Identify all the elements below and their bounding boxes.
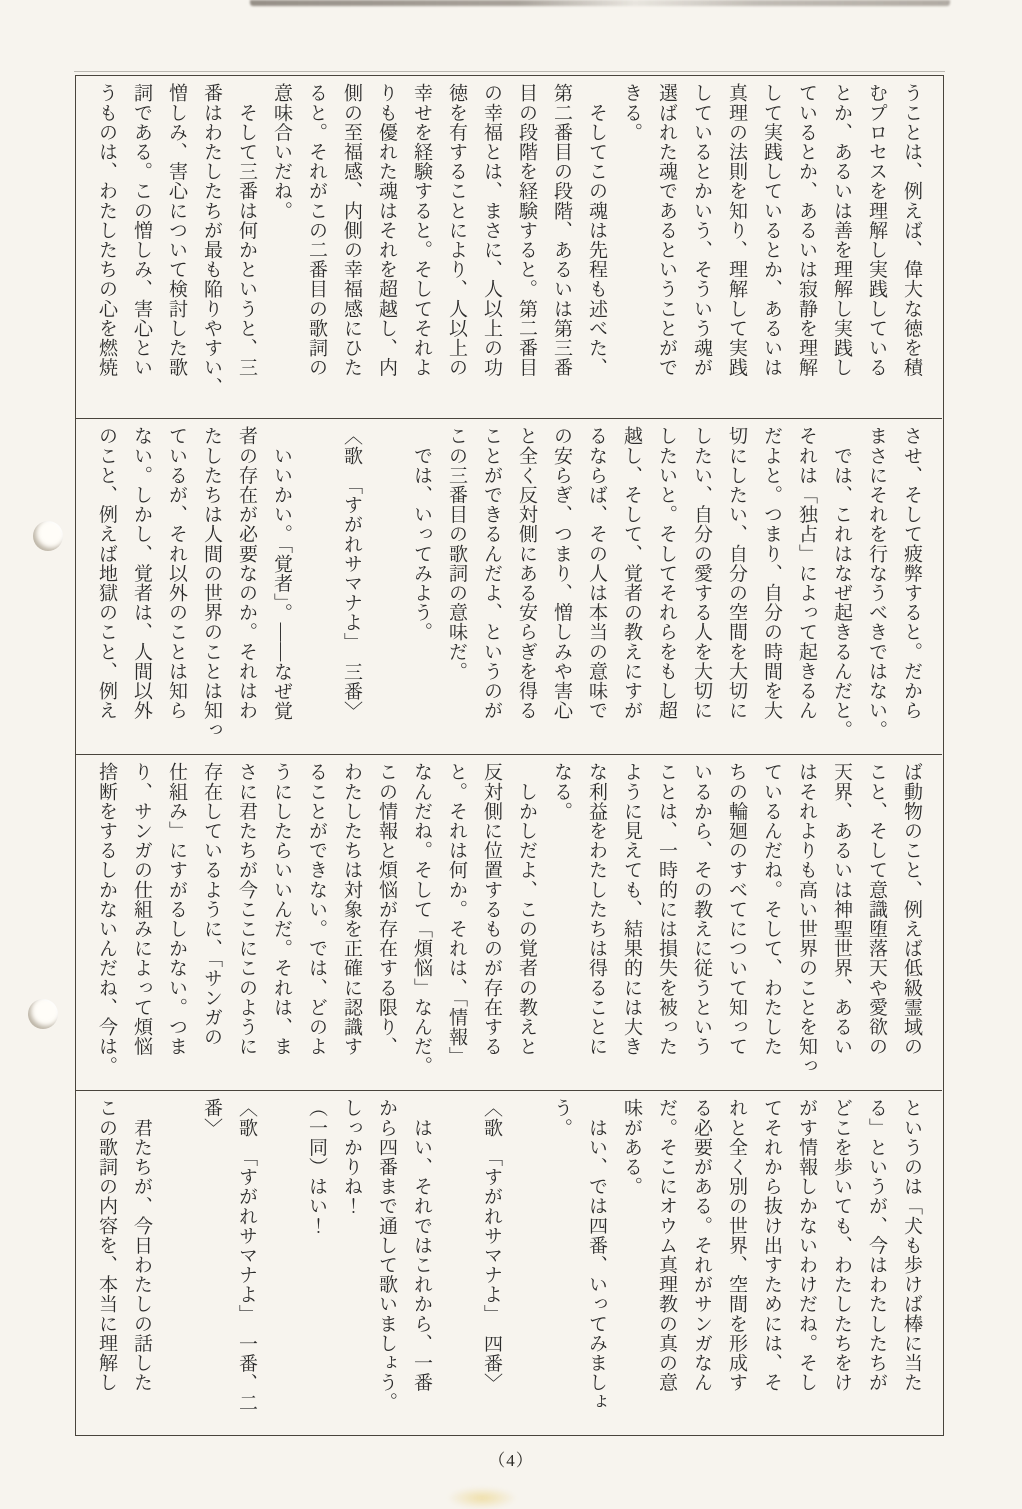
text-column: しかしだよ、この覚者の教えと (516, 762, 537, 1056)
text-column: だよと。つまり、自分の時間を大 (761, 426, 782, 720)
text-column: して実践しているとか、あるいは (761, 83, 782, 377)
text-column: 仕組み」にすがるしかない。つま (166, 762, 187, 1056)
text-column: 味がある。 (621, 1098, 642, 1196)
text-column: ると。それがこの二番目の歌詞の (306, 83, 327, 377)
text-column: この三番目の歌詞の意味だ。 (446, 426, 467, 681)
text-column: むプロセスを理解し実践している (866, 83, 887, 377)
text-column: きる。 (621, 83, 642, 142)
punch-hole-top (33, 521, 63, 551)
text-column: る」というが、今はわたしたちが (866, 1098, 887, 1392)
text-column: どこを歩いても、わたしたちをけ (831, 1098, 852, 1392)
text-column: 側の至福感、内側の幸福感にひた (341, 83, 362, 377)
text-column: 徳を有することにより、人以上の (446, 83, 467, 377)
text-column: 天界、あるいは神聖世界、あるい (831, 762, 852, 1056)
text-column: したいと。そしてそれらをもし超 (656, 426, 677, 720)
text-column: たしたちは人間の世界のことは知っ (201, 426, 222, 740)
text-column: りも優れた魂はそれを超越し、内 (376, 83, 397, 377)
text-column: り、サンガの仕組みによって煩悩 (131, 762, 152, 1056)
text-column: というのは「犬も歩けば棒に当た (901, 1098, 922, 1392)
text-column: ているが、それ以外のことは知ら (166, 426, 187, 720)
text-column: ることができない。では、どのよ (306, 762, 327, 1056)
punch-hole-bottom (28, 999, 58, 1029)
text-column: 越し、そして、覚者の教えにすが (621, 426, 642, 720)
blank-column (159, 1098, 194, 1431)
text-column: る必要がある。それがサンガなん (691, 1098, 712, 1392)
text-column: ない。しかし、覚者は、人間以外 (131, 426, 152, 720)
text-column: 目の段階を経験すると。第二番目 (516, 83, 537, 377)
text-column: の幸福とは、まさに、人以上の功 (481, 83, 502, 377)
text-column: さに君たちが今ここにこのように (236, 762, 257, 1056)
text-column: したい、自分の愛する人を大切に (691, 426, 712, 720)
text-column: 番〉 (201, 1098, 222, 1138)
text-column: ば動物のこと、例えば低級霊域の (901, 762, 922, 1056)
text-frame (75, 75, 944, 1436)
text-column: うにしたらいいんだ。それは、ま (271, 762, 292, 1056)
text-column: 〈歌 「すがれサマナよ」 四番〉 (481, 1098, 502, 1393)
text-column: と。それは何か。それは、「情報」 (446, 762, 467, 1067)
text-column: こと、そして意識堕落天や愛欲の (866, 762, 887, 1056)
page-number: （4） (488, 1451, 534, 1470)
text-column: ているんだね。そして、わたした (761, 762, 782, 1056)
text-column: しているとかいう、そういう魂が (691, 83, 712, 377)
text-column: しっかりね！ (341, 1098, 362, 1216)
text-column: そして三番は何かというと、三 (236, 83, 257, 377)
text-column: 第二番目の段階、あるいは第三番 (551, 83, 572, 377)
text-column: がす情報しかないわけだね。そし (796, 1098, 817, 1392)
text-column: この情報と煩悩が存在する限り、 (376, 762, 397, 1056)
text-column: ことができるんだよ、というのが (481, 426, 502, 720)
text-column: てそれから抜け出すためには、そ (761, 1098, 782, 1392)
text-column: ちの輪廻のすべてについて知って (726, 762, 747, 1056)
text-column: 幸せを経験すると。そしてそれよ (411, 83, 432, 377)
text-column: 〈歌 「すがれサマナよ」 三番〉 (341, 426, 362, 721)
text-column: のこと、例えば地獄のこと、例え (96, 426, 117, 720)
text-column: なんだね。そして「煩悩」なんだ。 (411, 762, 432, 1076)
text-band-3 (76, 754, 942, 1090)
text-column: はい、それではこれから、一番 (411, 1098, 432, 1392)
text-column: いいかい。「覚者」。――なぜ覚 (271, 426, 292, 721)
text-column: この歌詞の内容を、本当に理解し (96, 1098, 117, 1392)
scan-artifact-top (250, 0, 950, 6)
text-column: わたしたちは対象を正確に認識す (341, 762, 362, 1056)
text-column: 選ばれた魂であるということがで (656, 83, 677, 377)
text-column: とか、あるいは善を理解し実践し (831, 83, 852, 377)
text-column: 反対側に位置するものが存在する (481, 762, 502, 1056)
blank-column (369, 426, 404, 750)
text-column: 者の存在が必要なのか。それはわ (236, 426, 257, 720)
text-column: 捨断をするしかないんだね、今は。 (96, 762, 117, 1076)
text-column: そしてこの魂は先程も述べた、 (586, 83, 607, 377)
text-band-4 (76, 1090, 942, 1435)
text-column: うものは、わたしたちの心を燃焼 (96, 83, 117, 377)
blank-column (509, 1098, 544, 1431)
text-column: 〈歌 「すがれサマナよ」 一番、二 (236, 1098, 257, 1413)
text-column: るならば、その人は本当の意味で (586, 426, 607, 720)
text-column: うことは、例えば、偉大な徳を積 (901, 83, 922, 377)
text-column: させ、そして疲弊すると。だから (901, 426, 922, 720)
blank-column (299, 426, 334, 750)
text-column: 番はわたしたちが最も陥りやすい、 (201, 83, 222, 397)
text-column: 君たちが、今日わたしの話した (131, 1098, 152, 1392)
text-column: う。 (551, 1098, 572, 1138)
text-column: では、これはなぜ起きるんだと。 (831, 426, 852, 740)
text-column: から四番まで通して歌いましょう。 (376, 1098, 397, 1412)
text-column: はそれよりも高い世界のことを知っ (796, 762, 817, 1076)
text-column: の安らぎ、つまり、憎しみや害心 (551, 426, 572, 720)
text-column: な利益をわたしたちは得ることに (586, 762, 607, 1056)
text-column: （一同）はい！ (306, 1098, 327, 1236)
text-column: はい、では四番、いってみましょ (586, 1098, 607, 1412)
text-column: まさにそれを行なうべきではない。 (866, 426, 887, 740)
text-column: それは「独占」によって起きるん (796, 426, 817, 720)
text-column: ように見えても、結果的には大き (621, 762, 642, 1056)
text-column: だ。そこにオウム真理教の真の意 (656, 1098, 677, 1392)
text-column: と全く反対側にある安らぎを得る (516, 426, 537, 720)
text-column: では、いってみよう。 (411, 426, 432, 642)
blank-column (439, 1098, 474, 1431)
text-band-2 (76, 418, 942, 754)
text-column: 憎しみ、害心について検討した歌 (166, 83, 187, 377)
text-column: 意味合いだね。 (271, 83, 292, 221)
text-column: ことは、一時的には損失を被った (656, 762, 677, 1056)
text-band-1 (76, 76, 942, 418)
text-column: 真理の法則を知り、理解して実践 (726, 83, 747, 377)
text-column: いるから、その教えに従うという (691, 762, 712, 1056)
text-column: ているとか、あるいは寂静を理解 (796, 83, 817, 377)
text-column: 存在しているように、「サンガの (201, 762, 222, 1047)
text-column: 詞である。この憎しみ、害心とい (131, 83, 152, 377)
text-column: なる。 (551, 762, 572, 821)
text-column: れと全く別の世界、空間を形成す (726, 1098, 747, 1392)
blank-column (264, 1098, 299, 1431)
text-column: 切にしたい、自分の空間を大切に (726, 426, 747, 720)
